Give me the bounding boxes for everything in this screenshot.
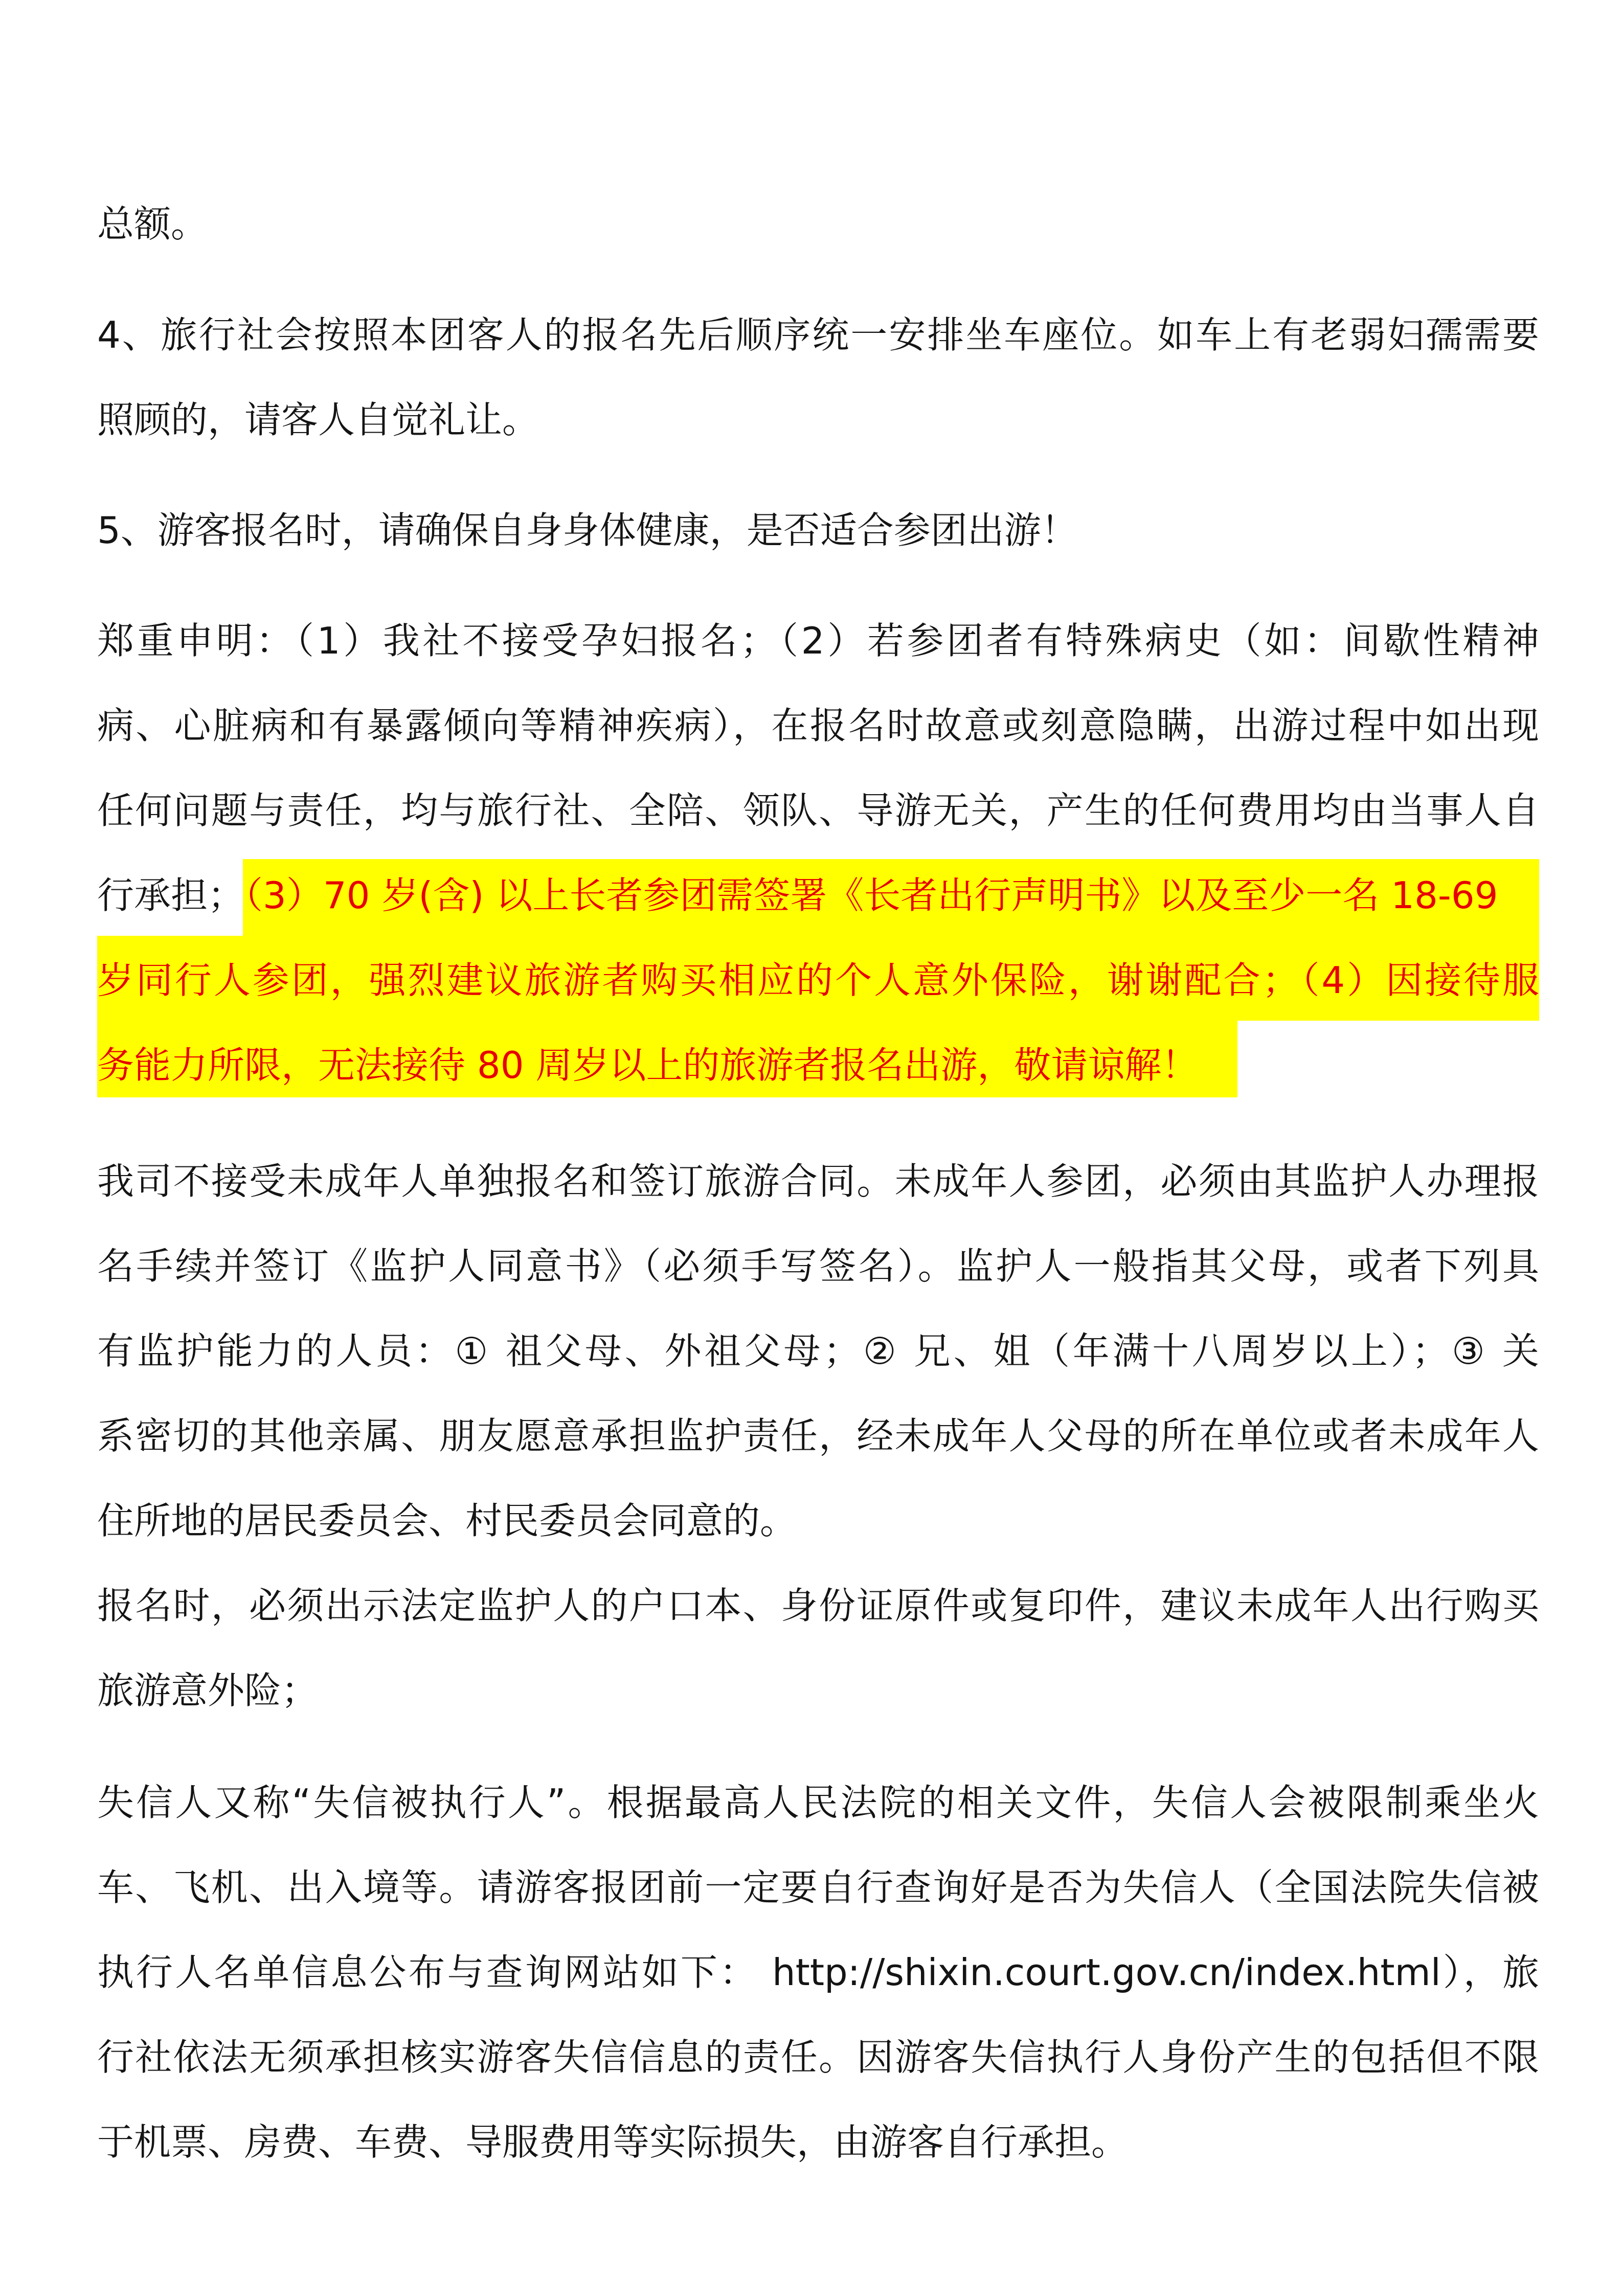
paragraph-total-amount	[97, 182, 1539, 266]
text-line: 行社依法无须承担核实游客失信信息的责任。因游客失信执行人身份产生的包括但不限	[97, 2036, 1539, 2079]
text-line: 车、飞机、出入境等。请游客报团前一定要自行查询好是否为失信人（全国法院失信被	[97, 1866, 1539, 1909]
paragraph-dishonest-persons	[97, 1760, 1539, 2185]
text-line-with-link: 执行人名单信息公布与查询网站如下： http://shixin.court.gov.cn/index.html），旅	[97, 1951, 1539, 1994]
text-line: 失信人又称“失信被执行人”。根据最高人民法院的相关文件，失信人会被限制乘坐火	[97, 1781, 1539, 1824]
text-line: 照顾的，请客人自觉礼让。	[97, 398, 539, 441]
text-line: 住所地的居民委员会、村民委员会同意的。	[97, 1499, 797, 1542]
paragraph-health	[97, 488, 1539, 573]
text-line: 旅游意外险；	[97, 1669, 319, 1712]
text-line: 病、心脏病和有暴露倾向等精神疾病），在报名时故意或刻意隐瞒，出游过程中如出现	[97, 704, 1539, 747]
paragraph-seating	[97, 292, 1539, 462]
text-line: 我司不接受未成年人单独报名和签订旅游合同。未成年人参团，必须由其监护人办理报	[97, 1160, 1539, 1203]
text-line: 于机票、房费、车费、导服费用等实际损失，由游客自行承担。	[97, 2121, 1129, 2164]
paragraph-minors	[97, 1139, 1539, 1563]
text-line: 报名时，必须出示法定监护人的户口本、身份证原件或复印件，建议未成年人出行购买	[97, 1584, 1539, 1627]
text-line: 5、游客报名时，请确保自身身体健康，是否适合参团出游！	[97, 509, 1078, 552]
text-line: 郑重申明：（1）我社不接受孕妇报名；（2）若参团者有特殊病史（如：间歇性精神	[97, 619, 1539, 662]
highlight-text: 岁同行人参团，强烈建议旅游者购买相应的个人意外保险，谢谢配合；（4）因接待服	[97, 959, 1539, 1002]
text-line: 任何问题与责任，均与旅行社、全陪、领队、导游无关，产生的任何费用均由当事人自	[97, 789, 1539, 832]
text-line: 有监护能力的人员：① 祖父母、外祖父母；② 兄、姐（年满十八周岁以上）；③ 关	[97, 1330, 1539, 1372]
text-line-mixed	[97, 853, 1539, 938]
text-line: 总额。	[97, 202, 208, 245]
highlight-text: （3）70 岁(含) 以上长者参团需签署《长者出行声明书》以及至少一名 18-69	[244, 874, 1498, 917]
text-line: 系密切的其他亲属、朋友愿意承担监护责任，经未成年人父母的所在单位或者未成年人	[97, 1414, 1539, 1457]
paragraph-declaration	[97, 598, 1539, 1108]
text-line: 4、旅行社会按照本团客人的报名先后顺序统一安排坐车座位。如车上有老弱妇孺需要	[97, 313, 1539, 356]
highlight-text: 务能力所限，无法接待 80 周岁以上的旅游者报名出游，敬请谅解！	[97, 1044, 1199, 1087]
paragraph-guardian-documents	[97, 1563, 1539, 1733]
text-line: 名手续并签订《监护人同意书》（必须手写签名）。监护人一般指其父母，或者下列具	[97, 1245, 1539, 1288]
text-plain: 行承担；	[97, 874, 245, 917]
